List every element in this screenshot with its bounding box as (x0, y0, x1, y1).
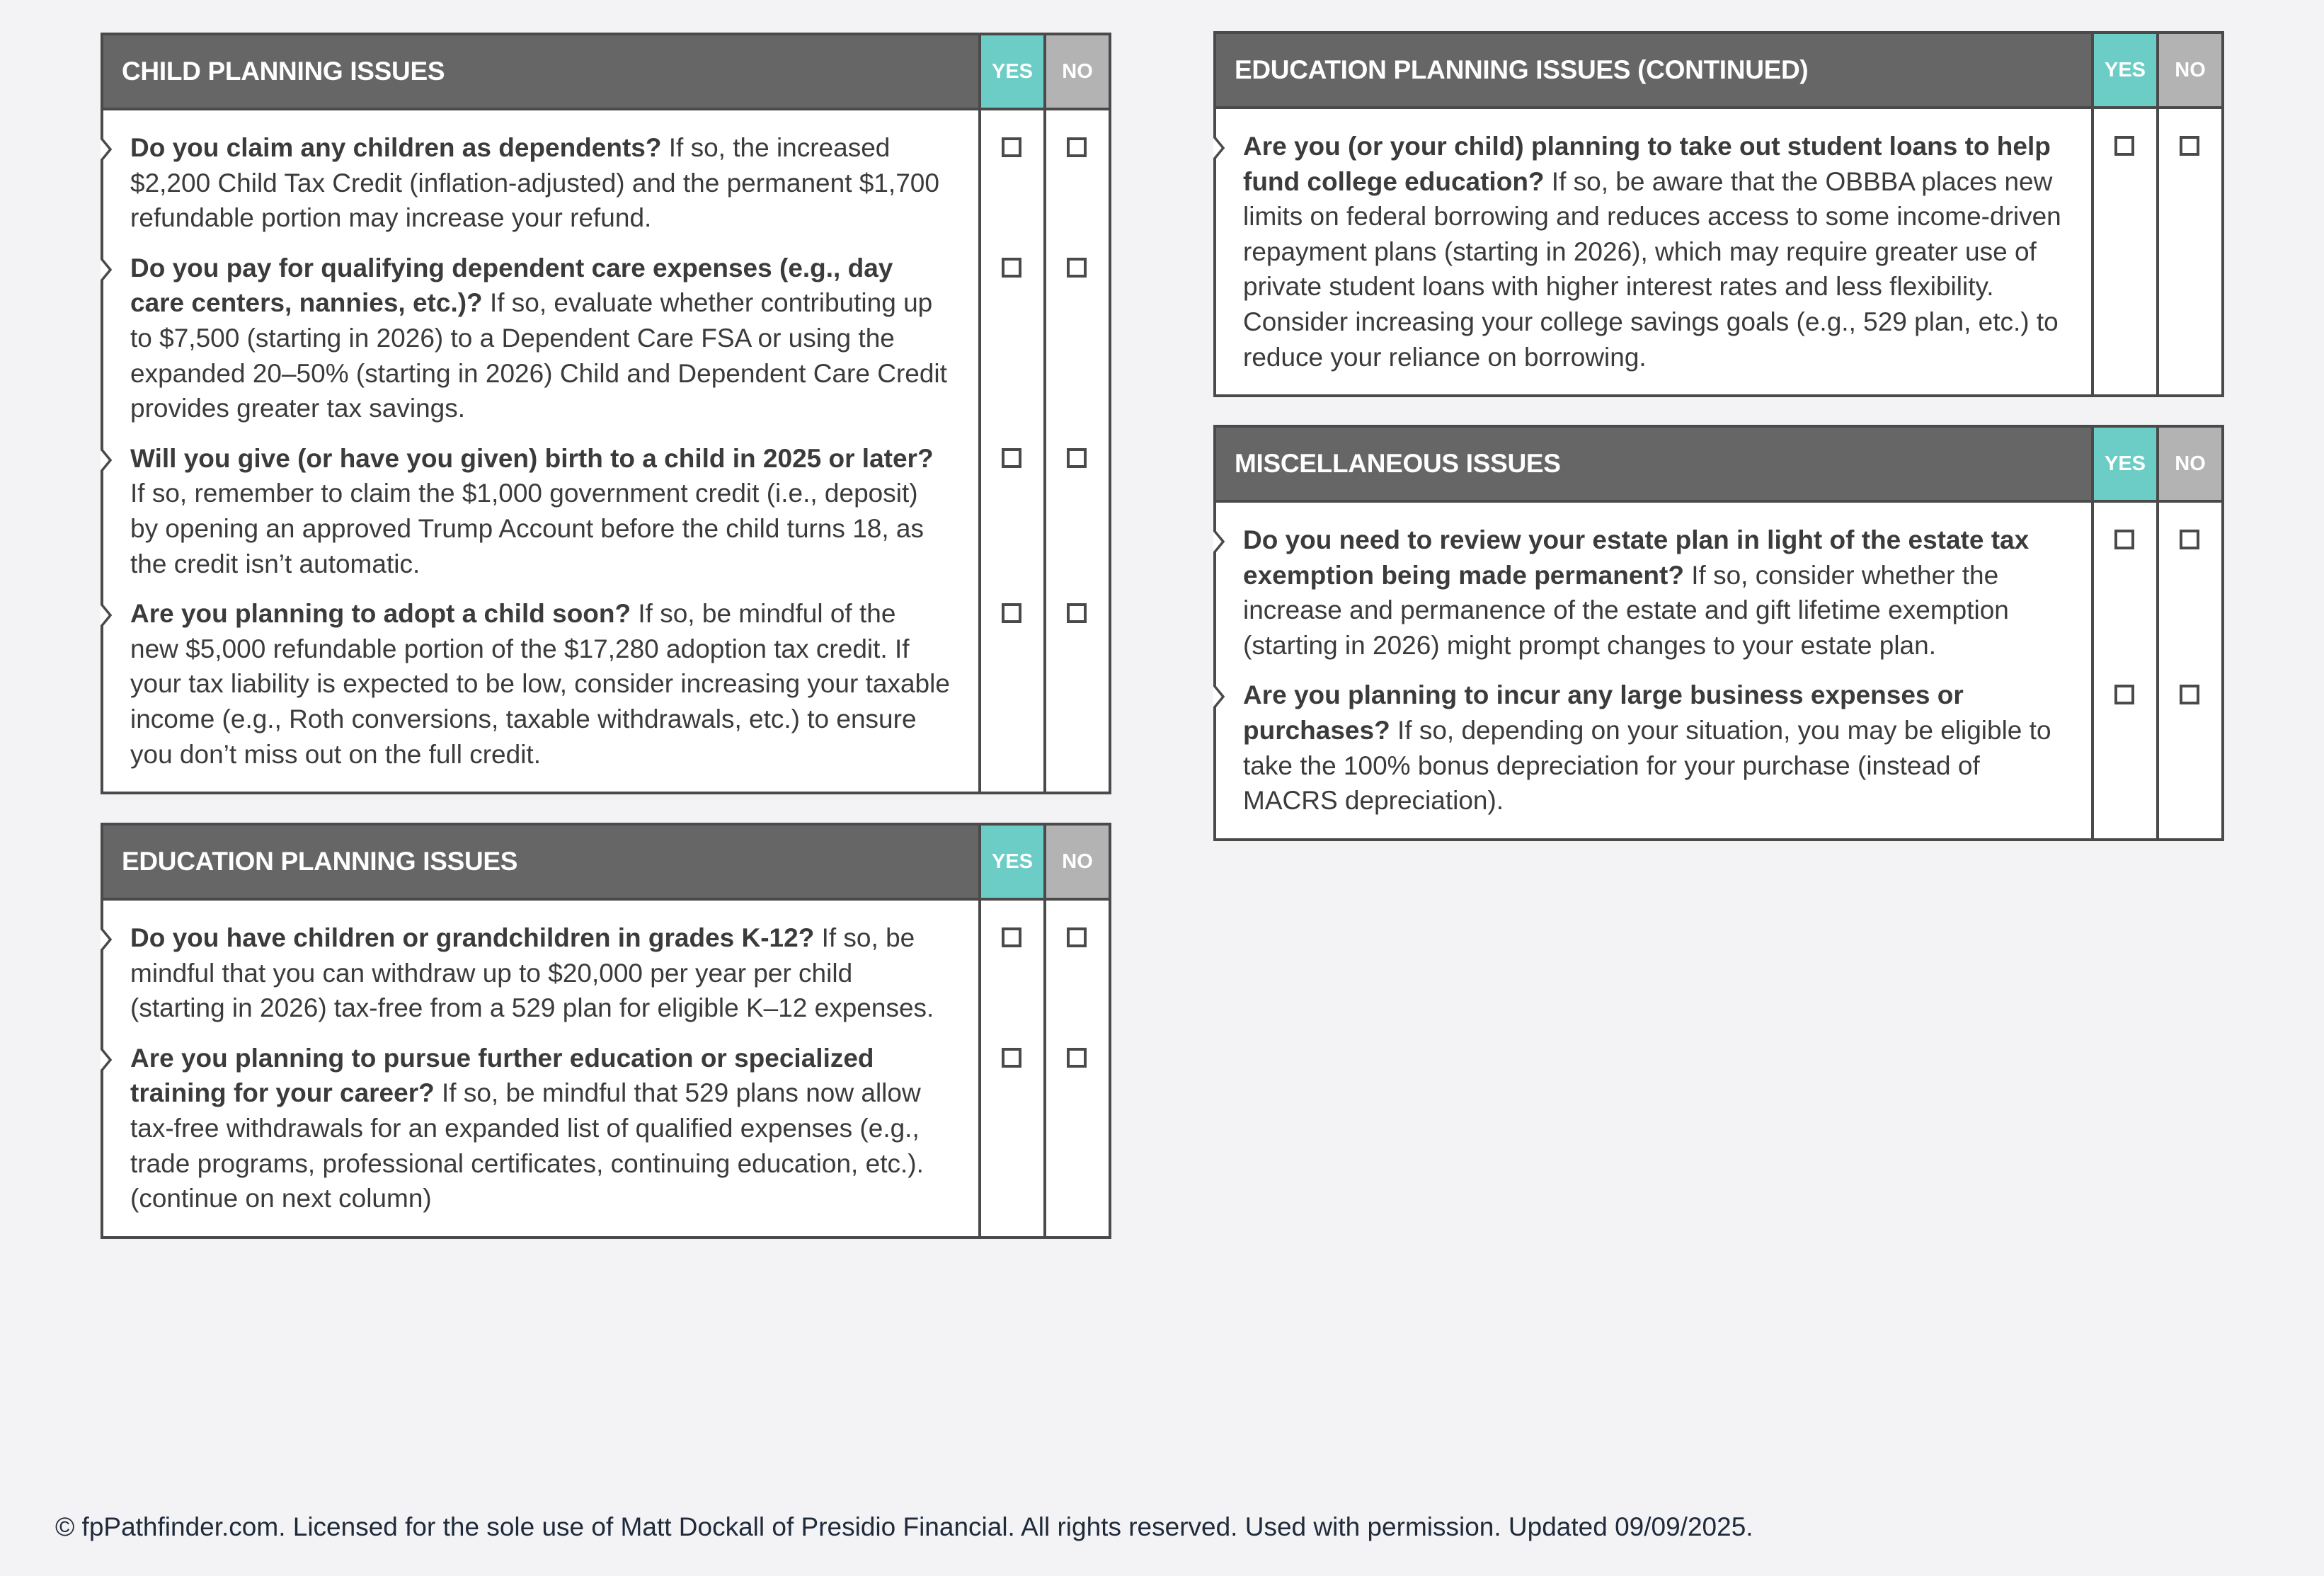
panel-header (1216, 34, 2221, 109)
question-guidance: If so, be mindful of the new $5,000 refundable portion of the $17,280 adoption tax credit. If your tax liability is expected to be low, consider increasing your taxable income (e.g., Roth conversions, taxable withdrawals, etc.) to ensure you don’t miss out on the full credit. (130, 599, 950, 769)
chevron-right-icon (1213, 135, 1229, 161)
panel-body (1216, 503, 2221, 838)
panel-title: MISCELLANEOUS ISSUES (1235, 449, 1561, 478)
no-column (1043, 901, 1109, 1236)
question-text: Do you have children or grandchildren in grades K-12? (130, 923, 815, 952)
chevron-right-icon (101, 136, 116, 163)
yes-column-header: YES (978, 35, 1043, 108)
yes-checkbox[interactable] (2114, 530, 2134, 549)
panel-header (103, 826, 1109, 901)
yes-column (978, 901, 1043, 1236)
no-checkbox[interactable] (1067, 137, 1087, 157)
no-column-header: NO (2156, 34, 2221, 106)
question-list (1216, 503, 2091, 838)
no-checkbox[interactable] (1067, 1048, 1087, 1068)
question-guidance: If so, evaluate whether contributing up to $7,500 (starting in 2026) to a Dependent Care FSA or using the expanded 20–50% (starting in 2026) Child and Dependent Care Credit provides greater tax savings. (130, 288, 947, 423)
question-text: Will you give (or have you given) birth to a child in 2025 or later? (130, 443, 934, 473)
chevron-right-icon (101, 602, 116, 629)
no-checkbox[interactable] (1067, 258, 1087, 278)
question-list (103, 901, 978, 1236)
panel-header (1216, 428, 2221, 503)
panel-body (103, 901, 1109, 1236)
no-checkbox[interactable] (1067, 603, 1087, 623)
question-guidance: If so, the increased $2,200 Child Tax Credit (inflation-adjusted) and the permanent $1,700 refundable portion may increase your refund. (130, 133, 939, 233)
question-text: Do you claim any children as dependents? (130, 133, 662, 162)
question-item (103, 441, 978, 581)
yes-checkbox[interactable] (1002, 258, 1021, 278)
yes-column-header: YES (978, 826, 1043, 898)
question-item (103, 920, 978, 1026)
no-checkbox[interactable] (2180, 136, 2199, 156)
yes-checkbox[interactable] (2114, 136, 2134, 156)
no-column-header: NO (1043, 35, 1109, 108)
chevron-right-icon (101, 926, 116, 953)
panel-body (103, 110, 1109, 792)
no-column (2156, 503, 2221, 838)
question-item (1216, 678, 2091, 818)
child-planning-panel (101, 33, 1111, 794)
question-list (103, 110, 978, 792)
yes-checkbox[interactable] (1002, 927, 1021, 947)
question-guidance: If so, consider whether the increase and permanence of the estate and gift lifetime exemption (starting in 2026) might prompt changes to your estate plan. (1243, 560, 2009, 660)
no-column (2156, 109, 2221, 394)
yes-checkbox[interactable] (1002, 603, 1021, 623)
panel-body (1216, 109, 2221, 394)
question-item (103, 596, 978, 772)
question-guidance: If so, depending on your situation, you may be eligible to take the 100% bonus depreciation for your purchase (instead of MACRS depreciation). (1243, 715, 2051, 816)
chevron-right-icon (1213, 528, 1229, 555)
question-text: Are you planning to incur any large business expenses or purchases? (1243, 680, 1964, 745)
question-guidance: If so, be mindful that 529 plans now allow tax-free withdrawals for an expanded list of qualified expenses (e.g., trade programs, professional certificates, continuing education, etc.). (continue on next column) (130, 1078, 924, 1214)
no-checkbox[interactable] (1067, 927, 1087, 947)
question-item (103, 130, 978, 236)
yes-checkbox[interactable] (1002, 1048, 1021, 1068)
chevron-right-icon (101, 1046, 116, 1073)
panel-title: CHILD PLANNING ISSUES (122, 57, 445, 86)
panel-header (103, 35, 1109, 110)
no-checkbox[interactable] (2180, 685, 2199, 704)
question-text: Do you pay for qualifying dependent care expenses (e.g., day care centers, nannies, etc.)? (130, 253, 893, 318)
chevron-right-icon (101, 256, 116, 283)
miscellaneous-panel (1213, 425, 2224, 841)
question-guidance: If so, remember to claim the $1,000 government credit (i.e., deposit) by opening an approved Trump Account before the child turns 18, as the credit isn’t automatic. (130, 479, 925, 578)
chevron-right-icon (1213, 683, 1229, 710)
yes-column-header: YES (2091, 34, 2156, 106)
no-checkbox[interactable] (2180, 530, 2199, 549)
education-planning-panel (101, 823, 1111, 1239)
question-item (103, 251, 978, 426)
question-guidance: If so, be aware that the OBBBA places new limits on federal borrowing and reduces access to some income-driven repayment plans (starting in 2026), which may require greater use of private student loans with higher interest rates and less flexibility. Consider increasing your college savings goals (e.g., 529 plan, etc.) to reduce your reliance on borrowing. (1243, 166, 2061, 372)
panel-title: EDUCATION PLANNING ISSUES (122, 847, 518, 876)
chevron-right-icon (101, 447, 116, 474)
question-item (1216, 523, 2091, 663)
no-column-header: NO (1043, 826, 1109, 898)
question-text: Are you planning to pursue further education or specialized training for your career? (130, 1043, 874, 1108)
panel-title: EDUCATION PLANNING ISSUES (CONTINUED) (1235, 55, 1809, 84)
no-checkbox[interactable] (1067, 448, 1087, 468)
copyright-footer: © fpPathfinder.com. Licensed for the sole use of Matt Dockall of Presidio Financial. All rights reserved. Used with permission. Updated 09/09/2025. (55, 1512, 1753, 1541)
yes-column (978, 110, 1043, 792)
yes-checkbox[interactable] (2114, 685, 2134, 704)
no-column (1043, 110, 1109, 792)
yes-column-header: YES (2091, 428, 2156, 500)
question-list (1216, 109, 2091, 394)
no-column-header: NO (2156, 428, 2221, 500)
yes-checkbox[interactable] (1002, 137, 1021, 157)
education-continued-panel (1213, 31, 2224, 397)
question-guidance: If so, be mindful that you can withdraw up to $20,000 per year per child (starting in 2026) tax-free from a 529 plan for eligible K–12 expenses. (130, 923, 934, 1023)
question-item (103, 1041, 978, 1216)
yes-column (2091, 503, 2156, 838)
question-text: Do you need to review your estate plan in light of the estate tax exemption being made permanent? (1243, 525, 2030, 590)
question-item (1216, 129, 2091, 375)
yes-checkbox[interactable] (1002, 448, 1021, 468)
yes-column (2091, 109, 2156, 394)
question-text: Are you (or your child) planning to take out student loans to help fund college education? (1243, 132, 2051, 196)
question-text: Are you planning to adopt a child soon? (130, 599, 631, 629)
